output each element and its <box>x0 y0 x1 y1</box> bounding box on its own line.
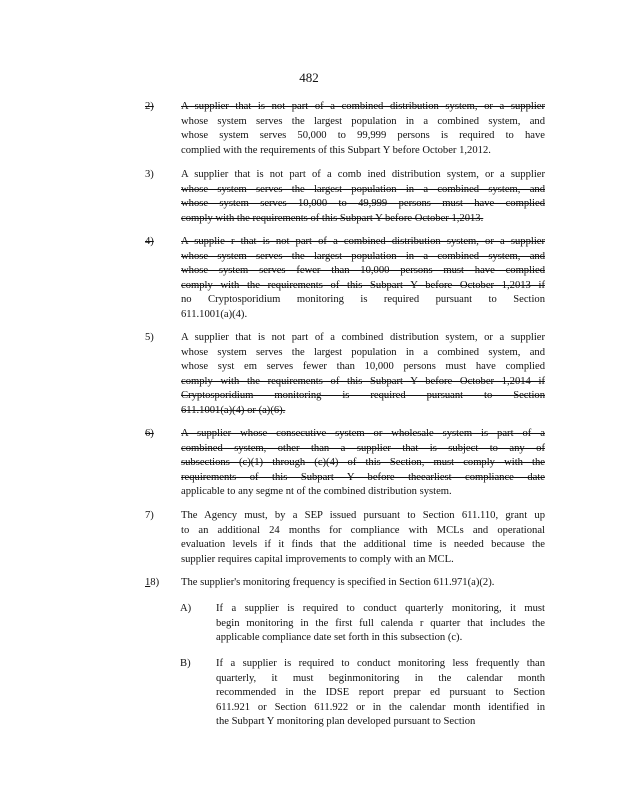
item-number <box>145 235 154 250</box>
text-line <box>181 471 545 486</box>
item-number <box>145 509 154 524</box>
struck-text: whose system serves fewer than 10,000 persons must have complied <box>181 265 545 277</box>
text-segment: The supplier's monitoring frequency is specified in Section 611.971(a)(2). <box>181 577 495 588</box>
subsection-item <box>145 576 545 591</box>
text-line <box>181 235 545 250</box>
text-line <box>181 427 545 442</box>
text-line <box>181 375 545 390</box>
text-segment: A supplier that is not part of a combined distribution system, or a supplier <box>181 332 545 343</box>
text-line <box>181 168 545 183</box>
item-number <box>145 331 154 346</box>
text-segment: no Cryptosporidium monitoring is required pursuant to Section <box>181 294 545 306</box>
struck-text: subsections (c)(1) through (c)(4) of this Section, must comply with the <box>181 457 545 469</box>
text-segment: If a supplier is required to conduct monitoring less frequently than <box>216 658 545 669</box>
text-line <box>181 264 545 279</box>
text-line <box>181 293 545 308</box>
text-segment: complied with the requirements of this Subpart Y before October 1,2012. <box>181 144 491 156</box>
struck-text: A supplier that is not part of a combined distribution system, or a supplier <box>181 101 545 112</box>
item-body <box>181 509 545 567</box>
subsection-item <box>145 509 545 567</box>
struck-text: A supplier whose consecutive system or wholesale system is part of a <box>181 428 545 439</box>
text-line <box>216 686 545 701</box>
text-segment: whose system serves the largest population in a combined system, and <box>181 346 545 358</box>
text-line <box>181 212 545 227</box>
sub-subsection-item <box>180 602 545 646</box>
subsection-item <box>145 331 545 419</box>
text-segment: 611.1001(a)(4). <box>181 308 248 320</box>
text-segment: supplier requires capital improvements to comply with an MCL. <box>181 553 454 565</box>
struck-text: 611.1001(a)(4) or (a)(6). <box>181 404 286 416</box>
subsection-item <box>145 235 545 323</box>
struck-text: whose system serves the largest population in a combined system, and <box>181 250 545 262</box>
item-body <box>181 576 545 591</box>
text-line <box>181 360 545 375</box>
item-number <box>145 576 159 591</box>
text-line <box>181 250 545 265</box>
text-line <box>181 144 545 159</box>
text-segment: whose system serves 50,000 to 99,999 persons is required to have <box>181 130 545 142</box>
text-segment: whose syst em serves fewer than 10,000 persons must have complied <box>181 361 545 373</box>
text-line <box>181 183 545 198</box>
text-line <box>181 509 545 524</box>
item-number <box>145 100 154 115</box>
text-line <box>216 602 545 617</box>
text-line <box>181 346 545 361</box>
struck-text: whose system serves the largest population in a combined system, and <box>181 183 545 195</box>
text-line <box>216 617 545 632</box>
subsection-item <box>145 427 545 500</box>
text-line <box>216 672 545 687</box>
text-line <box>181 485 545 500</box>
text-line <box>216 701 545 716</box>
struck-text: A supplie r that is not part of a combined distribution system, or a supplier <box>181 236 545 247</box>
item-number-text: 3) <box>145 169 154 180</box>
text-line <box>181 331 545 346</box>
subsection-item <box>145 100 545 158</box>
page-number: 482 <box>299 70 319 85</box>
struck-text: comply with the requirements of this Subpart Y before October 1,2014 if <box>181 375 545 387</box>
struck-text: requirements of this Subpart Y before theearliest compliance date <box>181 471 545 483</box>
text-line <box>181 442 545 457</box>
struck-text: Cryptosporidium monitoring is required pursuant to Section <box>181 390 545 402</box>
text-segment: the Subpart Y monitoring plan developed pursuant to Section <box>216 716 476 728</box>
text-segment: applicable to any segme nt of the combined distribution system. <box>181 486 452 498</box>
text-segment: If a supplier is required to conduct quarterly monitoring, it must <box>216 603 545 614</box>
text-segment: recommended in the IDSE report prepar ed pursuant to Section <box>216 687 545 699</box>
text-line <box>181 129 545 144</box>
item-number-text: 2) <box>145 101 154 112</box>
struck-text: whose system serves 10,000 to 49,999 persons must have complied <box>181 198 545 210</box>
item-number-text: 7) <box>145 510 154 521</box>
text-line <box>181 197 545 212</box>
text-line <box>181 576 545 591</box>
text-line <box>181 308 545 323</box>
item-number <box>145 427 154 442</box>
text-segment: whose system serves the largest population in a combined system, and <box>181 115 545 127</box>
text-line <box>181 553 545 568</box>
text-line <box>181 115 545 130</box>
text-line <box>181 456 545 471</box>
item-body <box>181 427 545 500</box>
text-line <box>216 715 545 730</box>
item-number <box>145 168 154 183</box>
item-body <box>181 100 545 158</box>
text-line <box>181 279 545 294</box>
item-number: B) <box>180 658 191 669</box>
text-segment: The Agency must, by a SEP issued pursuant to Section 611.110, grant up <box>181 510 545 521</box>
text-line <box>181 524 545 539</box>
text-line <box>181 389 545 404</box>
struck-text: comply with the requirements of this Subpart Y before October 1,2013 if <box>181 279 545 291</box>
item-body <box>181 168 545 226</box>
text-segment: applicable compliance date set forth in this subsection (c). <box>216 632 463 644</box>
text-segment: 611.921 or Section 611.922 or in the calendar month identified in <box>216 701 545 713</box>
text-segment: evaluation levels if it finds that the additional time is needed because the <box>181 539 545 551</box>
item-number: A) <box>180 603 192 614</box>
item-body <box>216 657 545 730</box>
sub-subsection-item <box>180 657 545 730</box>
item-body <box>216 602 545 646</box>
text-segment: to an additional 24 months for compliance with MCLs and operational <box>181 524 545 536</box>
subsection-item <box>145 168 545 226</box>
text-segment: A supplier that is not part of a comb ined distribution system, or a supplier <box>181 169 545 180</box>
text-line <box>216 657 545 672</box>
item-body <box>181 331 545 419</box>
text-line <box>216 631 545 646</box>
struck-text: comply with the requirements of this Subpart Y before October 1,2013. <box>181 212 484 224</box>
inserted-digit: 1 <box>145 577 151 588</box>
item-number-text: 5) <box>145 332 154 343</box>
text-line <box>181 404 545 419</box>
text-line <box>181 538 545 553</box>
struck-text: combined system, other than a supplier that is subject to any of <box>181 442 545 454</box>
item-number-text: 6) <box>145 428 154 439</box>
text-line <box>181 100 545 115</box>
text-segment: begin monitoring in the first full calenda r quarter that includes the <box>216 617 545 629</box>
text-segment: quarterly, it must beginmonitoring in the calendar month <box>216 672 545 684</box>
item-number-text: 4) <box>145 236 154 247</box>
item-number-text: 8) <box>150 577 160 588</box>
item-body <box>181 235 545 323</box>
